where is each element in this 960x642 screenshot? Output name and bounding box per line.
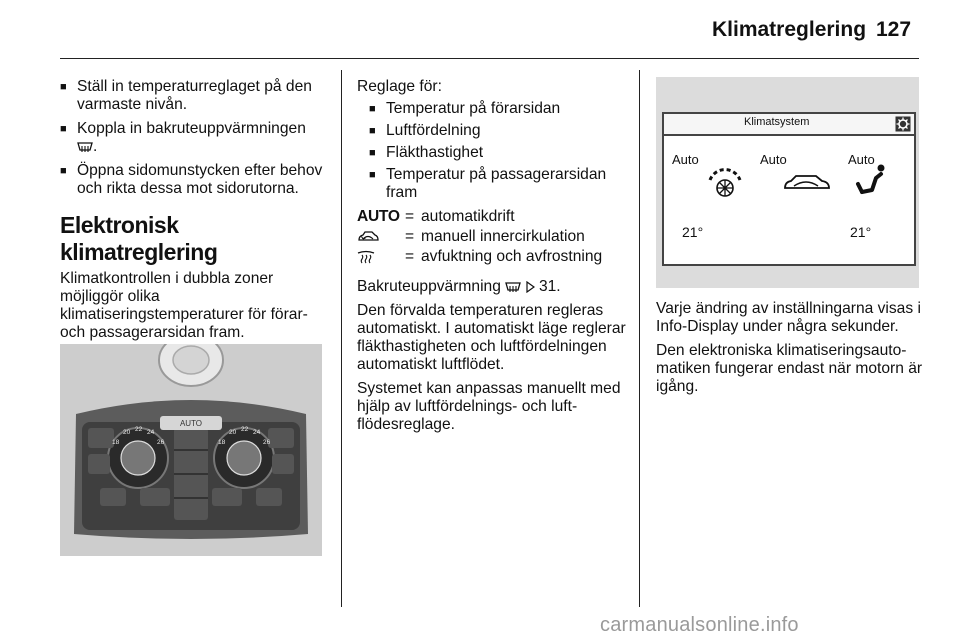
- auto-button-label: AUTO: [179, 419, 203, 428]
- legend-text: avfuktning och avfrostning: [421, 248, 603, 265]
- list-item: ■ Ställ in temperaturreglaget på den varmaste nivån.: [60, 78, 325, 114]
- legend-key-auto: AUTO: [357, 208, 400, 225]
- legend-key-recirculation: [357, 228, 405, 246]
- rear-window-heating-icon: [505, 280, 521, 294]
- column-divider-1: [341, 70, 342, 607]
- column-3: [656, 300, 926, 402]
- dial-tick-label: 18: [218, 439, 226, 446]
- page-number: 127: [876, 18, 912, 41]
- paragraph: Den förvalda temperaturen regleras automatiskt. I automatiskt läge reglerar fläkthastigheten och luftfördelningen automatiskt luftflödet.: [357, 302, 626, 373]
- temperature-right: 21°: [850, 224, 872, 240]
- rear-window-heating-icon: [77, 140, 93, 154]
- dial-tick-label: 24: [253, 429, 261, 436]
- column-1: [60, 78, 325, 348]
- watermark: carmanualsonline.info: [600, 614, 799, 636]
- temperature-left: 21°: [682, 224, 704, 240]
- page-reference-arrow-icon: [526, 281, 535, 293]
- list-item: ■ Temperatur på förarsidan: [369, 100, 627, 118]
- list-item: ■ Temperatur på passagerarsidan fram: [369, 166, 627, 202]
- dial-tick-label: 24: [147, 429, 155, 436]
- list-item: ■ Fläkthastighet: [369, 144, 627, 162]
- paragraph: Varje ändring av inställningarna visas i Info-Display under några sekunder.: [656, 300, 921, 335]
- dial-tick-label: 22: [241, 426, 249, 433]
- dial-tick-label: 26: [263, 439, 271, 446]
- header-rule: [60, 58, 919, 59]
- control-panel-photo: [60, 344, 322, 556]
- dial-tick-label: 22: [135, 426, 143, 433]
- symbol-legend: [357, 208, 627, 266]
- climate-display-panel: [662, 112, 916, 266]
- settings-icon: [895, 116, 911, 132]
- rear-heating-label: Bakruteuppvärmning: [357, 278, 501, 295]
- dial-tick-label: 20: [123, 429, 131, 436]
- paragraph: Systemet kan anpassas manuellt med hjälp av luftfördelnings- och luftflödesreglage.: [357, 380, 621, 433]
- column-2: [357, 78, 627, 440]
- air-distribution-icon: [854, 162, 890, 198]
- legend-equals: =: [405, 208, 415, 225]
- list-item: ■ Öppna sidomunstycken efter behov och rikta dessa mot sidorutorna.: [60, 162, 325, 198]
- car-recirculation-icon: [782, 172, 832, 194]
- auto-label-left: Auto: [672, 152, 699, 167]
- intro-paragraph: Klimatkontrollen i dubbla zoner möjliggör olika klimatiseringstemperaturer för förar- och passagerarsidan fram.: [60, 270, 308, 341]
- fan-speed-icon: [704, 166, 746, 200]
- auto-label-mid: Auto: [760, 152, 787, 167]
- rear-heating-reference: [357, 278, 627, 296]
- list-item-text: Koppla in bakruteuppvärmningen: [77, 120, 306, 137]
- legend-equals: =: [405, 248, 415, 265]
- list-item: [60, 120, 325, 156]
- dial-tick-label: 26: [157, 439, 165, 446]
- recirculation-icon: [357, 230, 379, 244]
- auto-label-right: Auto: [848, 152, 875, 167]
- page-reference: 31.: [538, 278, 561, 295]
- info-display-screenshot: [656, 77, 919, 288]
- legend-text: manuell innercirkulation: [421, 228, 585, 245]
- legend-key-defrost: [357, 248, 405, 266]
- page-title: Klimatreglering: [712, 18, 867, 41]
- climate-panel-illustration: [60, 344, 322, 556]
- legend-text: automatikdrift: [421, 208, 515, 225]
- period: .: [93, 138, 98, 155]
- dial-tick-label: 20: [229, 429, 237, 436]
- display-title: Klimatsystem: [744, 116, 810, 128]
- legend-equals: =: [405, 228, 415, 245]
- list-item: ■ Luftfördelning: [369, 122, 627, 140]
- dial-tick-label: 18: [112, 439, 120, 446]
- display-title-bar: [664, 114, 914, 136]
- defrost-icon: [357, 250, 375, 264]
- column-divider-2: [639, 70, 640, 607]
- controls-lead: Reglage för:: [357, 78, 442, 95]
- section-heading: Elektronisk klimatreglering: [60, 212, 218, 265]
- paragraph: Den elektroniska klimatiseringsautomatiken fungerar endast när motorn är igång.: [656, 342, 923, 395]
